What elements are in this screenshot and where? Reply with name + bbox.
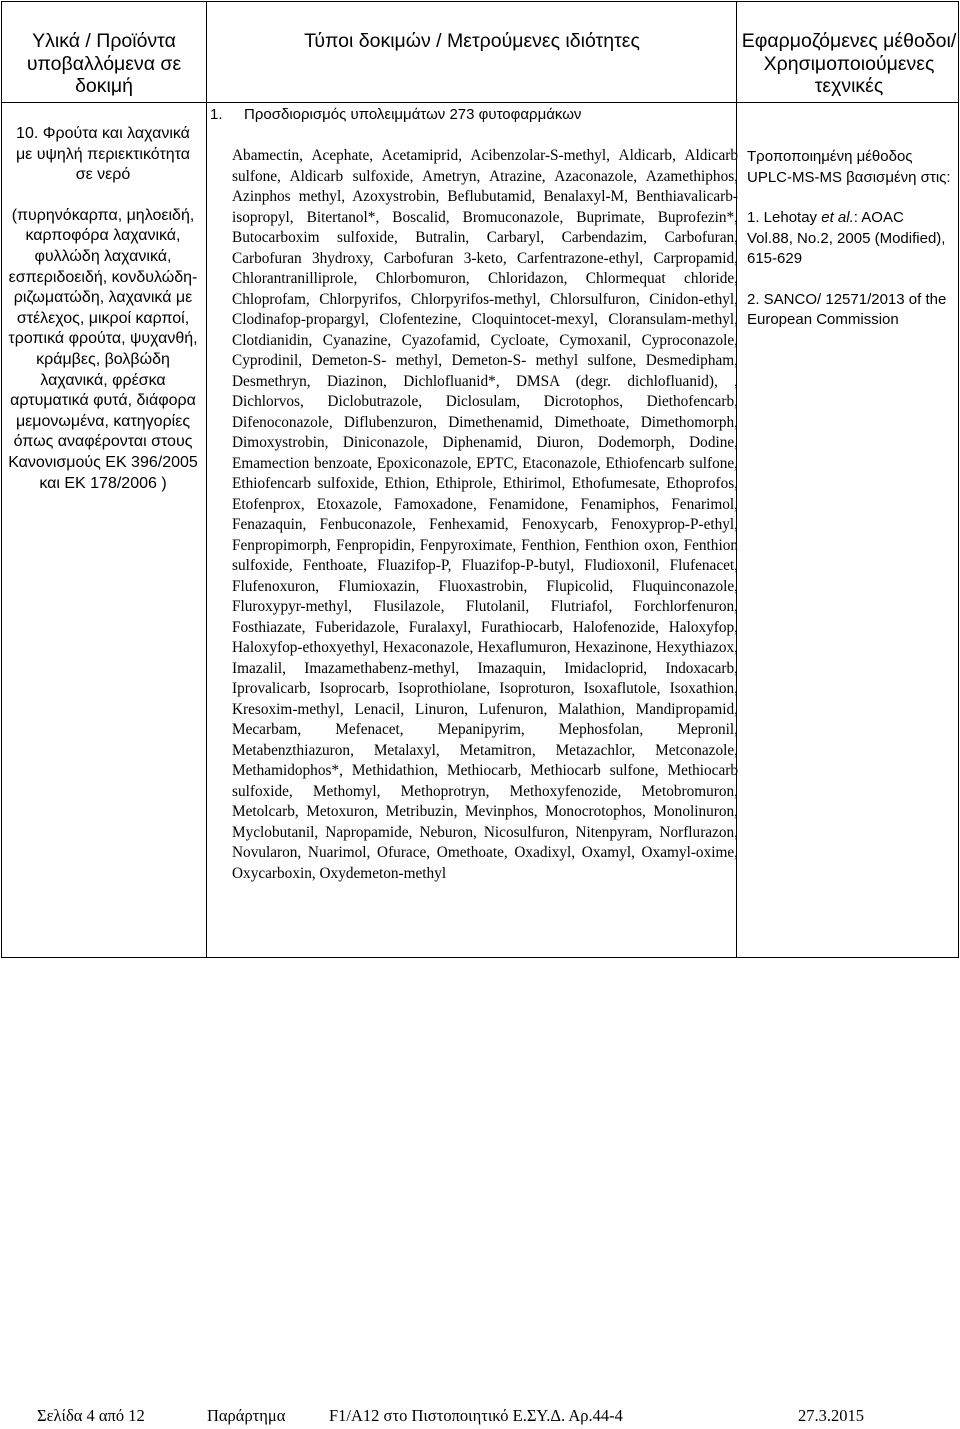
accreditation-table [1,1,959,958]
header-divider [2,102,958,103]
document-date: 27.3.2015 [798,1406,864,1425]
certificate-reference: F1/A12 στο Πιστοποιητικό Ε.ΣΥ.Δ. Αρ.44-4 [329,1406,623,1425]
materials-cell [8,124,198,494]
header-tests: Τύποι δοκιμών / Μετρούμενες ιδιότητες [304,30,640,52]
test-title: Προσδιορισμός υπολειμμάτων 273 φυτοφαρμάκων [244,106,582,123]
reference-1-source: : AOAC Vol.88, No.2, 2005 (Modified), 615-629 [747,209,946,267]
reference-1-authors: 1. Lehotay [747,209,822,226]
material-title: 10. Φρούτα και λαχανικά με υψηλή περιεκτικότητα σε νερό [15,125,191,184]
methods-cell [747,147,952,331]
test-number: 1. [210,106,223,123]
method-intro: Τροποποιημένη μέθοδος UPLC-MS-MS βασισμένη στις: [747,148,951,186]
pesticide-list: Abamectin, Acephate, Acetamiprid, Acibenzolar-S-methyl, Aldicarb, Aldicarb sulfone, Aldicarb sulfoxide, Ametryn, Atrazine, Azaconazole, Azamethiphos, Azinphos methyl, Azoxystrobin, Beflubutamid, Benalaxyl-M, Benthiavalicarb-isopropyl, Bitertanol*, Boscalid, Bromuconazole, Buprimate, Buprofezin*, Butocarboxim sulfoxide, Butralin, Carbaryl, Carbendazim, Carbofuran, Carbofuran 3hydroxy, Carbofuran 3-keto, Carfentrazone-ethyl, Carpropamid, Chlorantranilliprole, Chlorbomuron, Chloridazon, Chlormequat chloride, Chloprofam, Chlorpyrifos, Chlorpyrifos-methyl, Chlorsulfuron, Cinidon-ethyl, Clodinafop-propargyl, Clofentezine, Cloquintocet-mexyl, Cloransulam-methyl, Clotdianidin, Cyanazine, Cyazofamid, Cycloate, Cymoxanil, Cyproconazole, Cyprodinil, Demeton-S- methyl, Demeton-S- methyl sulfone, Desmedipham, Desmethryn, Diazinon, Dichlofluanid*, DMSA (degr. dichlofluanid), , Dichlorvos, Diclobutrazole, Diclosulam, Dicrotophos, Diethofencarb, Difenoconazole, Diflubenzuron, Dimethenamid, Dimethoate, Dimethomorph, Dimoxystrobin, Diniconazole, Diphenamid, Diuron, Dodemorph, Dodine, Emamection benzoate, Epoxiconazole, EPTC, Etaconazole, Ethiofencarb sulfone, Ethiofencarb sulfoxide, Ethion, Ethiprole, Ethirimol, Ethofumesate, Ethoprofos, Etofenprox, Etoxazole, Famoxadone, Fenamidone, Fenamiphos, Fenarimol, Fenazaquin, Fenbuconazole, Fenhexamid, Fenoxycarb, Fenoxyprop-P-ethyl, Fenpropimorph, Fenpropidin, Fenpyroximate, Fenthion, Fenthion oxon, Fenthion sulfoxide, Fenthoate, Fluazifop-P, Fluazifop-P-butyl, Fludioxonil, Flufenacet, Flufenoxuron, Flumioxazin, Fluoxastrobin, Flupicolid, Fluquinconazole, Fluroxypyr-methyl, Flusilazole, Flutolanil, Flutriafol, Forchlorfenuron, Fosthiazate, Fuberidazole, Furalaxyl, Furathiocarb, Halofenozide, Haloxyfop, Haloxyfop-ethoxyethyl, Hexaconazole, Hexaflumuron, Hexazinone, Hexythiazox, Imazalil, Imazamethabenz-methyl, Imazaquin, Imidacloprid, Indoxacarb, Iprovalicarb, Isoprocarb, Isoprothiolane, Isoproturon, Isoxaflutole, Isoxathion, Kresoxim-methyl, Lenacil, Linuron, Lufenuron, Malathion, Mandipropamid, Mecarbam, Mefenacet, Mepanipyrim, Mephosfolan, Mepronil, Metabenzthiazuron, Metalaxyl, Metamitron, Metazachlor, Metconazole, Methamidophos*, Methidathion, Methiocarb, Methiocarb sulfone, Methiocarb sulfoxide, Methomyl, Methoprotryn, Methoxyfenozide, Metobromuron, Metolcarb, Metoxuron, Metribuzin, Mevinphos, Monocrotophos, Monolinuron, Myclobutanil, Napropamide, Neburon, Nicosulfuron, Nitenpyram, Norflurazon, Novularon, Nuarimol, Ofurace, Omethoate, Oxadixyl, Oxamyl, Oxamyl-oxime, Oxycarboxin, Oxydemeton-methyl [232,147,738,882]
page-number: Σελίδα 4 από 12 [37,1406,145,1425]
method-reference-1 [747,208,952,270]
material-description: (πυρηνόκαρπα, μηλοειδή, καρποφόρα λαχανικά, φυλλώδη λαχανικά, εσπεριδοειδή, κονδυλώδη-ριζωματώδη, λαχανικά με στέλεχος, μικροί καρποί, τροπικά φρούτα, ψυχανθή, κράμβες, βολβώδη λαχανικά, φρέσκα αρτυματικά φυτά, διάφορα μεμονωμένα, κατηγορίες όπως αναφέρονται στους Κανονισμούς ΕΚ 396/2005 και ΕΚ 178/2006 ) [8,206,198,492]
column-divider [206,2,207,957]
reference-1-etal: et al. [821,209,854,226]
header-methods: Εφαρμοζόμενες μέθοδοι/ Χρησιμοποιούμενες τεχνικές [741,30,957,97]
tests-cell [210,105,738,884]
test-item [210,105,738,125]
annex-label: Παράρτημα [207,1406,286,1425]
header-materials: Υλικά / Προϊόντα υποβαλλόμενα σε δοκιμή [26,30,182,97]
method-reference-2: 2. SANCO/ 12571/2013 of the European Commission [747,290,947,328]
